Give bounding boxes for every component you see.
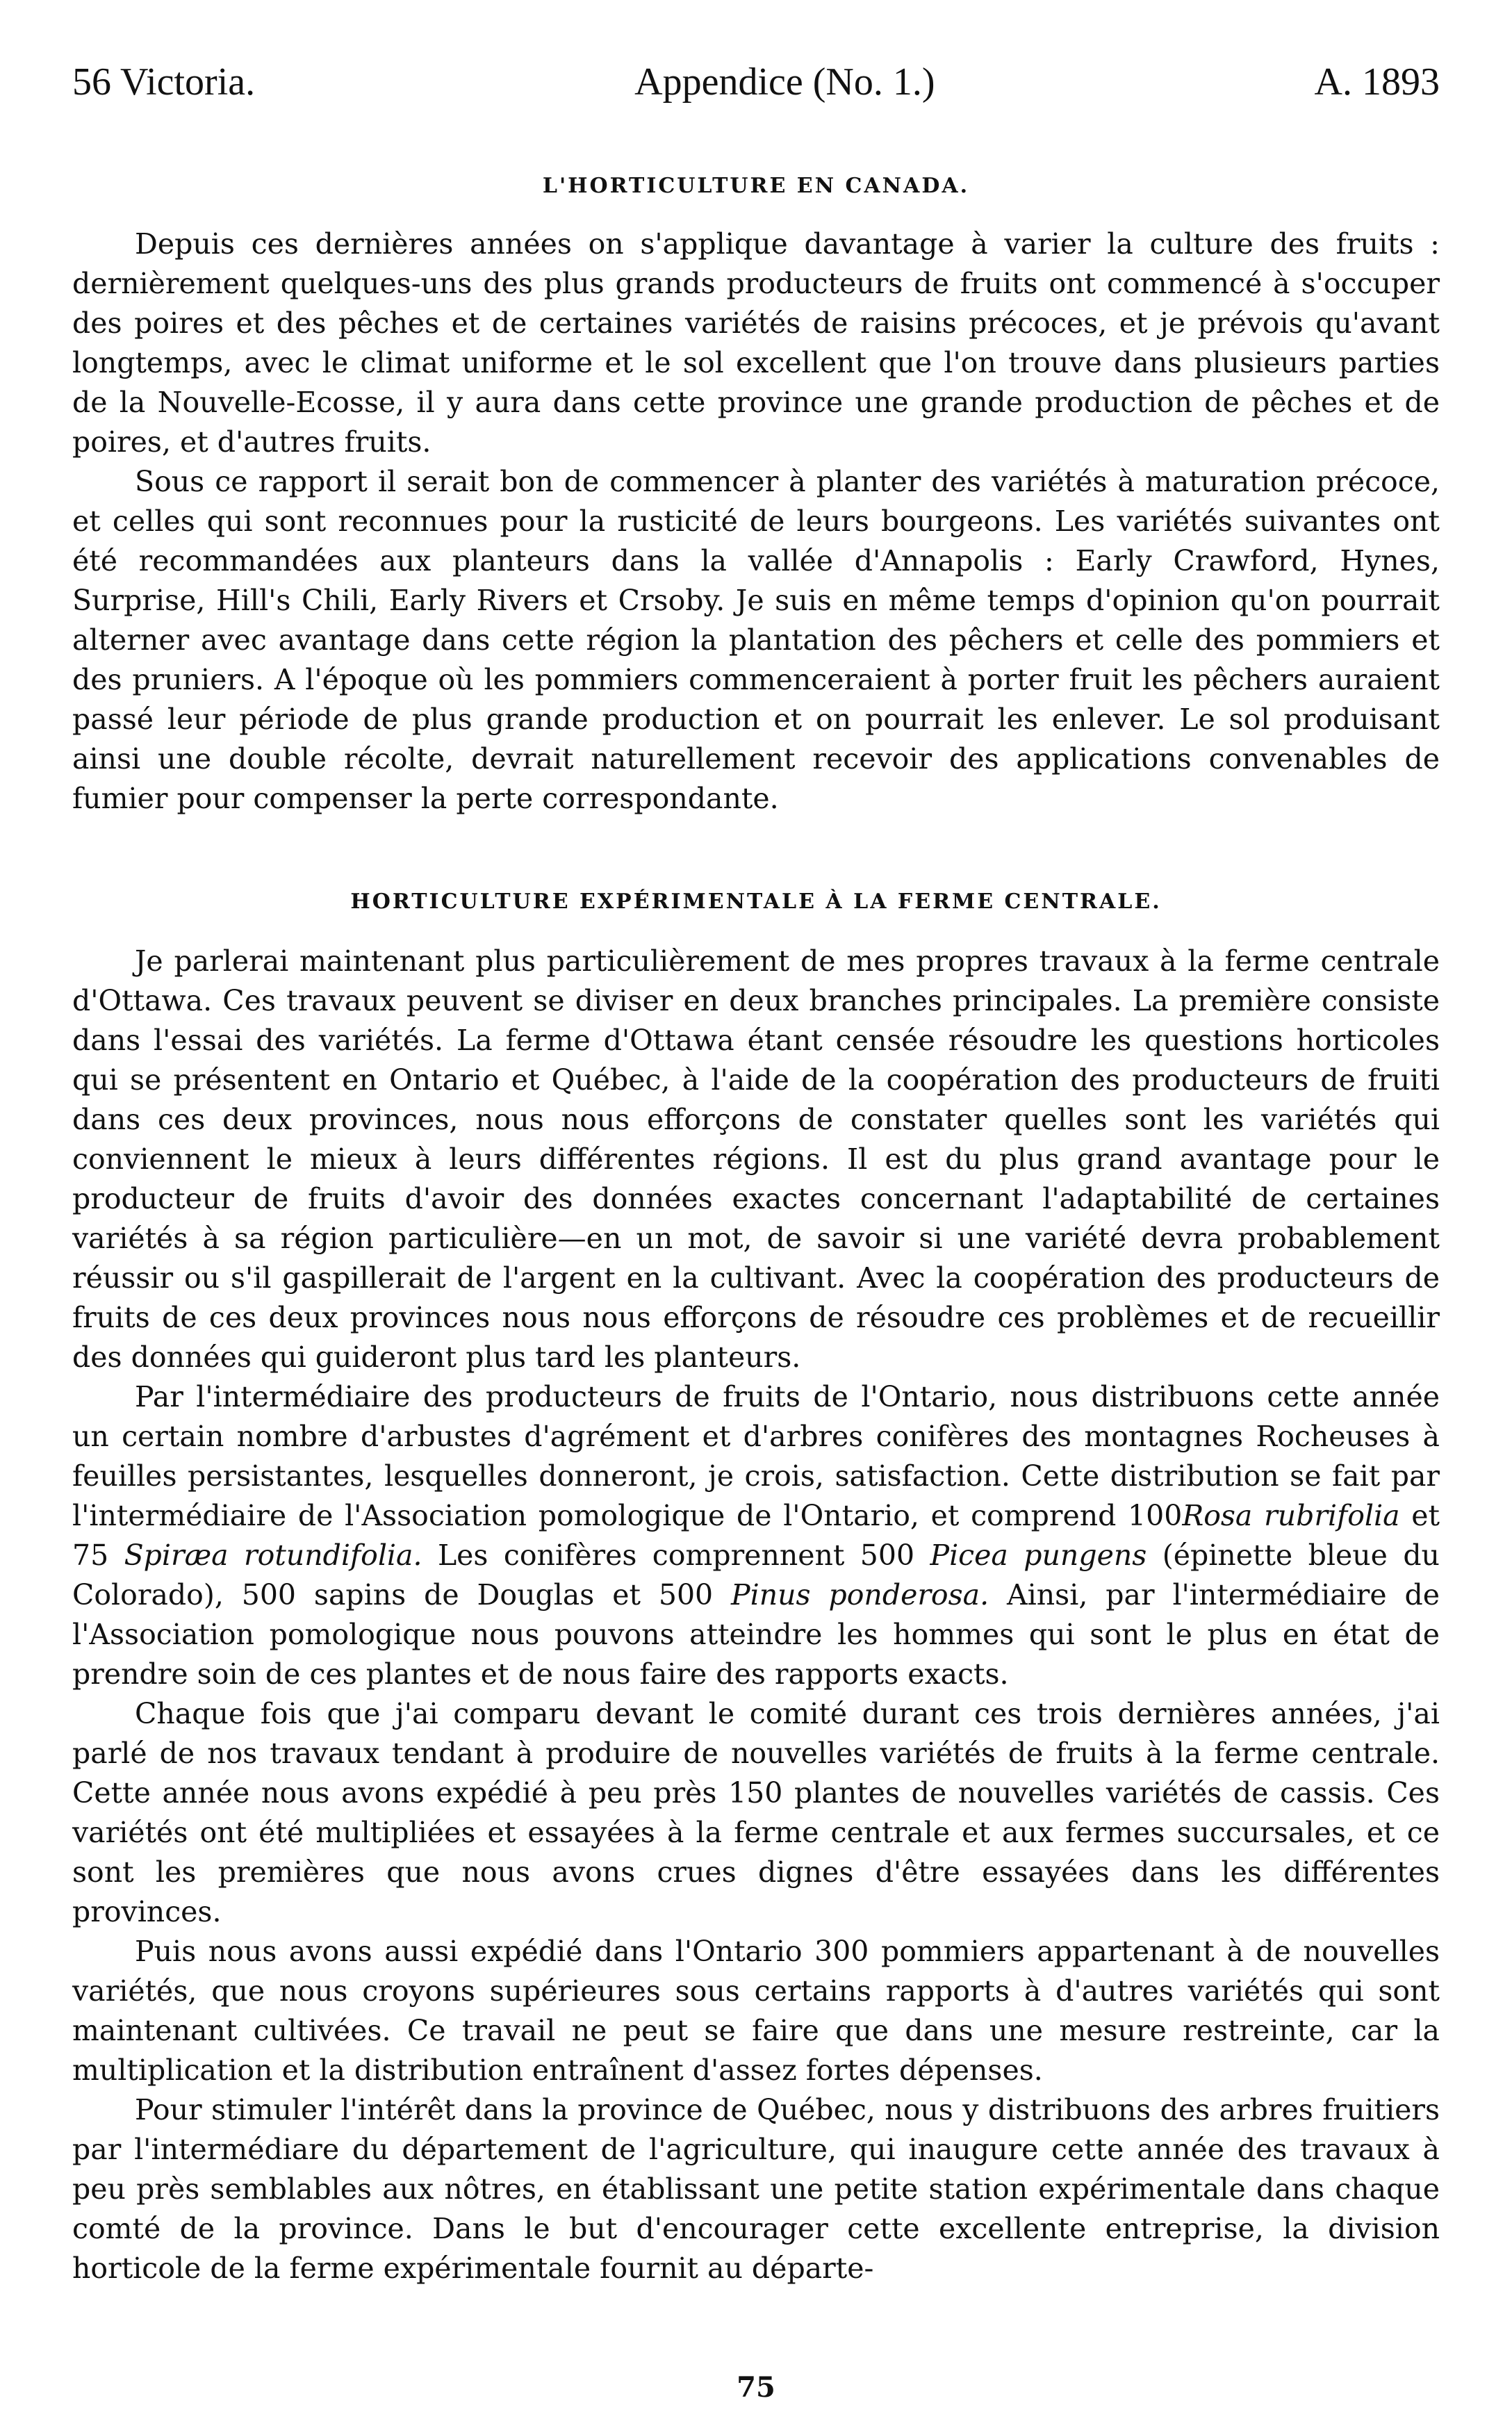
paragraph: Je parlerai maintenant plus particulièrement de mes propres travaux à la ferme centrale d'Ottawa. Ces travaux peuvent se diviser en deux branches principales. La première consiste dans l'essai des variétés. La ferme d'Ottawa étant censée résoudre les questions horticoles qui se présentent en Ontario et Québec, à l'aide de la coopération des producteurs de fruiti dans ces deux provinces, nous nous efforçons de constater quelles sont les variétés qui conviennent le mieux à leurs différentes régions. Il est du plus grand avantage pour le producteur de fruits d'avoir des données exactes concernant l'adaptabilité de certaines variétés à sa région particulière—en un mot, de savoir si une variété devra probablement réussir ou s'il gaspillerait de l'argent en la cultivant. Avec la coopération des producteurs de fruits de ces deux provinces nous nous efforçons de résoudre ces problèmes et de recueillir des données qui guideront plus tard les planteurs. xyxy=(72,944,1440,1374)
header-appendix: Appendice (No. 1.) xyxy=(634,60,935,104)
species-name: Rosa rubrifolia xyxy=(1182,1499,1400,1532)
species-name: Picea pungens xyxy=(930,1539,1147,1572)
paragraph: Pour stimuler l'intérêt dans la province de Québec, nous y distribuons des arbres fruitiers par l'intermédiare du département de l'agriculture, qui inaugure cette année des travaux à peu près semblables aux nôtres, en établissant une petite station expérimentale dans chaque comté de la province. Dans le but d'encourager cette excellente entreprise, la division horticole de la ferme expérimentale fournit au départe- xyxy=(72,2093,1440,2285)
page-header xyxy=(72,57,1440,107)
paragraph: Chaque fois que j'ai comparu devant le comité durant ces trois dernières années, j'ai parlé de nos travaux tendant à produire de nouvelles variétés de fruits à la ferme centrale. Cette année nous avons expédié à peu près 150 plantes de nouvelles variétés de cassis. Ces variétés ont été multipliées et essayées à la ferme centrale et aux fermes succursales, et ce sont les premières que nous avons crues dignes d'être essayées dans les différentes provinces. xyxy=(72,1697,1440,1928)
section-title-horticulture-canada: L'HORTICULTURE EN CANADA. xyxy=(542,174,970,198)
paragraph-text: Les conifères comprennent 500 xyxy=(422,1539,930,1572)
document-page xyxy=(72,57,1440,2406)
page-number: 75 xyxy=(737,2371,775,2404)
species-name: Pinus ponderosa. xyxy=(731,1578,989,1612)
species-name: Spiræa rotundifolia. xyxy=(124,1539,422,1572)
section-title-experimental-horticulture: HORTICULTURE EXPÉRIMENTALE À LA FERME CENTRALE. xyxy=(350,889,1162,914)
paragraph: Sous ce rapport il serait bon de commencer à planter des variétés à maturation précoce, et celles qui sont reconnues pour la rusticité de leurs bourgeons. Les variétés suivantes ont été recommandées aux planteurs dans la vallée d'Annapolis : Early Crawford, Hynes, Surprise, Hill's Chili, Early Rivers et Crsoby. Je suis en même temps d'opinion qu'on pourrait alterner avec avantage dans cette région la plantation des pêchers et celle des pommiers et des pruniers. A l'époque où les pommiers commenceraient à porter fruit les pêchers auraient passé leur période de plus grande production et on pourrait les enlever. Le sol produisant ainsi une double récolte, devrait naturellement recevoir des applications convenables de fumier pour compenser la perte correspondante. xyxy=(72,465,1440,815)
paragraph-text: Par l'intermédiaire des producteurs de fruits de l'Ontario, nous distribuons cette année un certain nombre d'arbustes d'agrément et d'arbres conifères des montagnes Rocheuses à feuilles persistantes, lesquelles donneront, je crois, satisfaction. Cette distribution se fait par l'intermédiaire de l'Association pomologique de l'Ontario, et comprend 100 xyxy=(72,1380,1440,1532)
paragraph-text: (épinette bleue du Colorado), 500 sapins de Douglas et 500 xyxy=(72,1539,1440,1612)
paragraph-text: et 75 xyxy=(72,1499,1440,1572)
paragraph-distribution xyxy=(72,1377,1440,1694)
header-session: 56 Victoria. xyxy=(72,60,256,104)
paragraph-text: Ainsi, par l'intermédiaire de l'Association pomologique nous pouvons atteindre les hommes qui sont le plus en état de prendre soin de ces plantes et de nous faire des rapports exacts. xyxy=(72,1578,1440,1691)
header-year: A. 1893 xyxy=(1314,60,1440,104)
paragraph: Depuis ces dernières années on s'applique davantage à varier la culture des fruits : dernièrement quelques-uns des plus grands producteurs de fruits ont commencé à s'occuper des poires et des pêches et de certaines variétés de raisins précoces, et je prévois qu'avant longtemps, avec le climat uniforme et le sol excellent que l'on trouve dans plusieurs parties de la Nouvelle-Ecosse, il y aura dans cette province une grande production de pêches et de poires, et d'autres fruits. xyxy=(72,227,1440,459)
paragraph: Puis nous avons aussi expédié dans l'Ontario 300 pommiers appartenant à de nouvelles variétés, que nous croyons supérieures sous certains rapports à d'autres variétés qui sont maintenant cultivées. Ce travail ne peut se faire que dans une mesure restreinte, car la multiplication et la distribution entraînent d'assez fortes dépenses. xyxy=(72,1935,1440,2087)
